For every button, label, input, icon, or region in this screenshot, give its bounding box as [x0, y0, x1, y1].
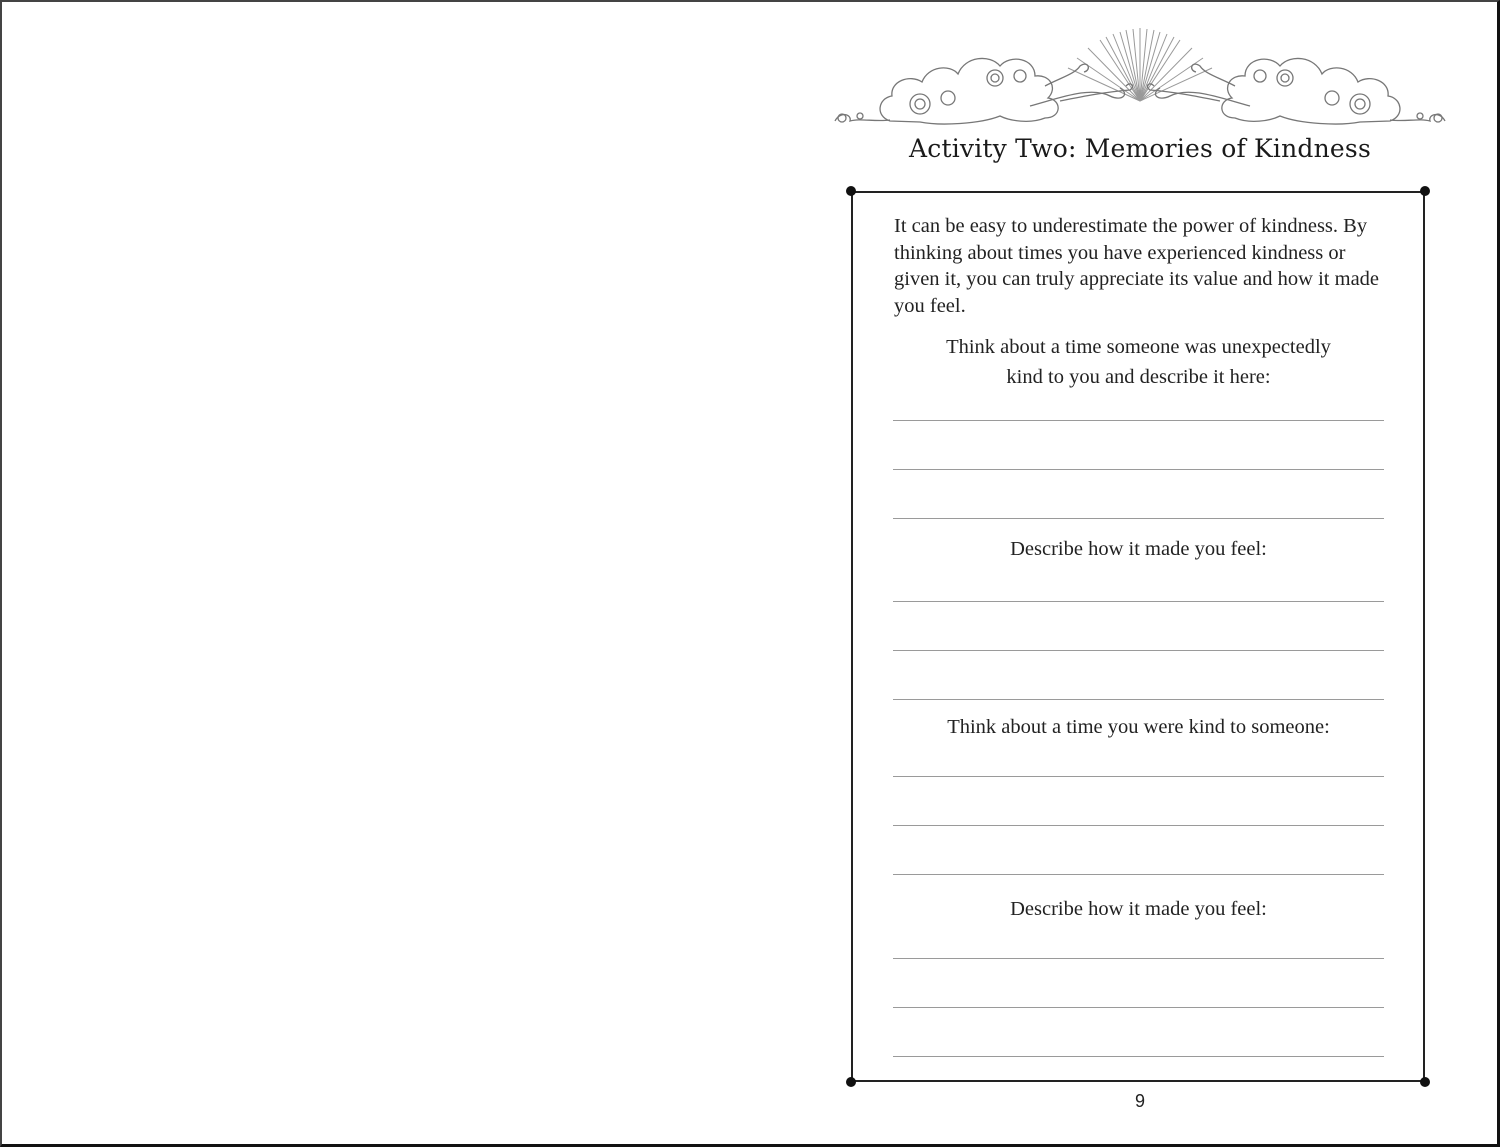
writing-line[interactable]	[893, 699, 1384, 700]
prompt-kindness-given: Think about a time you were kind to someone:	[947, 716, 1330, 738]
writing-line[interactable]	[893, 420, 1384, 421]
frame-corner-dot	[846, 186, 856, 196]
cloud-sunburst-icon	[830, 26, 1450, 131]
writing-line[interactable]	[893, 776, 1384, 777]
intro-paragraph: It can be easy to underestimate the power of kindness. By thinking about times you have experienced kindness or given it, you can truly appreciate its value and how it made you feel.	[894, 215, 1380, 317]
writing-line[interactable]	[893, 601, 1384, 602]
frame-corner-dot	[1420, 1077, 1430, 1087]
page-title: Activity Two: Memories of Kindness	[909, 134, 1371, 163]
writing-line[interactable]	[893, 874, 1384, 875]
writing-line[interactable]	[893, 650, 1384, 651]
frame-corner-dot	[1420, 186, 1430, 196]
prompt-feelings-received: Describe how it made you feel:	[1010, 538, 1267, 560]
prompt-line: kind to you and describe it here:	[1006, 366, 1271, 388]
writing-line[interactable]	[893, 825, 1384, 826]
blank-left-page	[4, 4, 752, 1144]
prompt-feelings-given: Describe how it made you feel:	[1010, 898, 1267, 920]
writing-line[interactable]	[893, 958, 1384, 959]
writing-line[interactable]	[893, 1007, 1384, 1008]
writing-line[interactable]	[893, 1056, 1384, 1057]
page-number: 9	[1134, 1091, 1145, 1111]
writing-line[interactable]	[893, 469, 1384, 470]
prompt-kindness-received	[893, 332, 1384, 392]
writing-line[interactable]	[893, 518, 1384, 519]
frame-corner-dot	[846, 1077, 856, 1087]
activity-frame	[851, 191, 1425, 1082]
prompt-line: Think about a time someone was unexpectedly	[946, 336, 1331, 358]
